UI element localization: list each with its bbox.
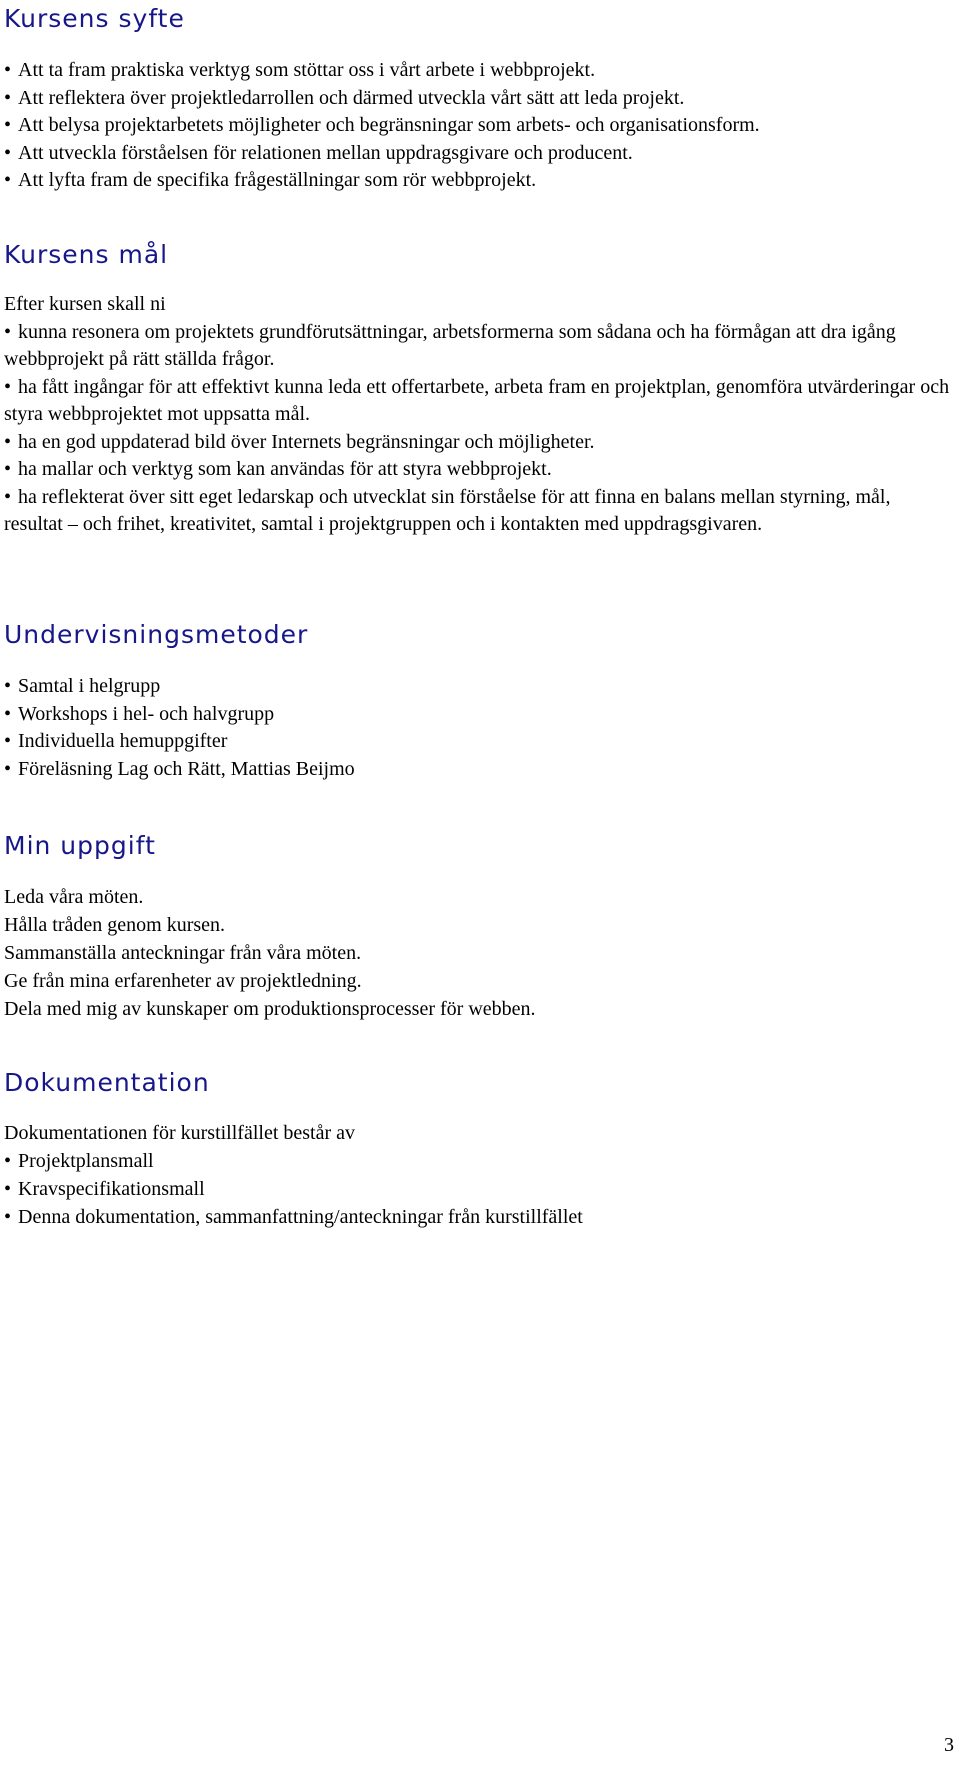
section-kursens-syfte [4,4,954,195]
section-kursens-mal [4,240,954,539]
uppgift-line: Hålla tråden genom kursen. [4,914,226,936]
section-undervisningsmetoder [4,620,954,783]
heading-undervisningsmetoder: Undervisningsmetoder [4,620,309,649]
metoder-list [4,673,954,783]
mal-item: • ha mallar och verktyg som kan användas för att styra webbprojekt. [4,456,954,484]
metoder-item: • Samtal i helgrupp [4,673,954,701]
section-dokumentation [4,1068,954,1231]
dokumentation-item: • Projektplansmall [4,1147,954,1175]
uppgift-line: Ge från mina erfarenheter av projektledning. [4,970,362,992]
dokumentation-intro: Dokumentationen för kurstillfället består av [4,1122,356,1144]
section-min-uppgift [4,831,954,1023]
heading-min-uppgift: Min uppgift [4,831,156,860]
mal-item: • ha reflekterat över sitt eget ledarskap och utvecklat sin förståelse för att finna en balans mellan styrning, mål, resultat – och frihet, kreativitet, samtal i projektgruppen och i kontakten med uppdragsgivaren. [4,484,954,539]
heading-kursens-syfte: Kursens syfte [4,4,185,33]
metoder-item: • Föreläsning Lag och Rätt, Mattias Beijmo [4,756,954,784]
syfte-item: • Att ta fram praktiska verktyg som stöttar oss i vårt arbete i webbprojekt. [4,57,954,85]
metoder-item: • Workshops i hel- och halvgrupp [4,701,954,729]
metoder-item: • Individuella hemuppgifter [4,728,954,756]
uppgift-lines [4,883,954,1023]
dokumentation-list [4,1147,954,1231]
heading-dokumentation: Dokumentation [4,1068,210,1097]
dokumentation-item: • Kravspecifikationsmall [4,1175,954,1203]
syfte-list [4,57,954,195]
uppgift-line: Leda våra möten. [4,886,144,908]
syfte-item: • Att utveckla förståelsen för relationen mellan uppdragsgivare och producent. [4,140,954,168]
dokumentation-item: • Denna dokumentation, sammanfattning/anteckningar från kurstillfället [4,1203,954,1231]
uppgift-line: Sammanställa anteckningar från våra möten. [4,942,362,964]
syfte-item: • Att reflektera över projektledarrollen och därmed utveckla vårt sätt att leda projekt. [4,85,954,113]
page-number: 3 [944,1734,954,1756]
mal-item: • kunna resonera om projektets grundförutsättningar, arbetsformerna som sådana och ha förmågan att dra igång webbprojekt på rätt ställda frågor. [4,319,954,374]
mal-item: • ha fått ingångar för att effektivt kunna leda ett offertarbete, arbeta fram en projektplan, genomföra utvärderingar och styra webbprojektet mot uppsatta mål. [4,374,954,429]
uppgift-line: Dela med mig av kunskaper om produktionsprocesser för webben. [4,998,536,1020]
heading-kursens-mal: Kursens mål [4,240,169,269]
mal-item: • ha en god uppdaterad bild över Internets begränsningar och möjligheter. [4,429,954,457]
syfte-item: • Att belysa projektarbetets möjligheter och begränsningar som arbets- och organisationsform. [4,112,954,140]
syfte-item: • Att lyfta fram de specifika frågeställningar som rör webbprojekt. [4,167,954,195]
mal-list [4,319,954,539]
mal-intro: Efter kursen skall ni [4,293,166,315]
